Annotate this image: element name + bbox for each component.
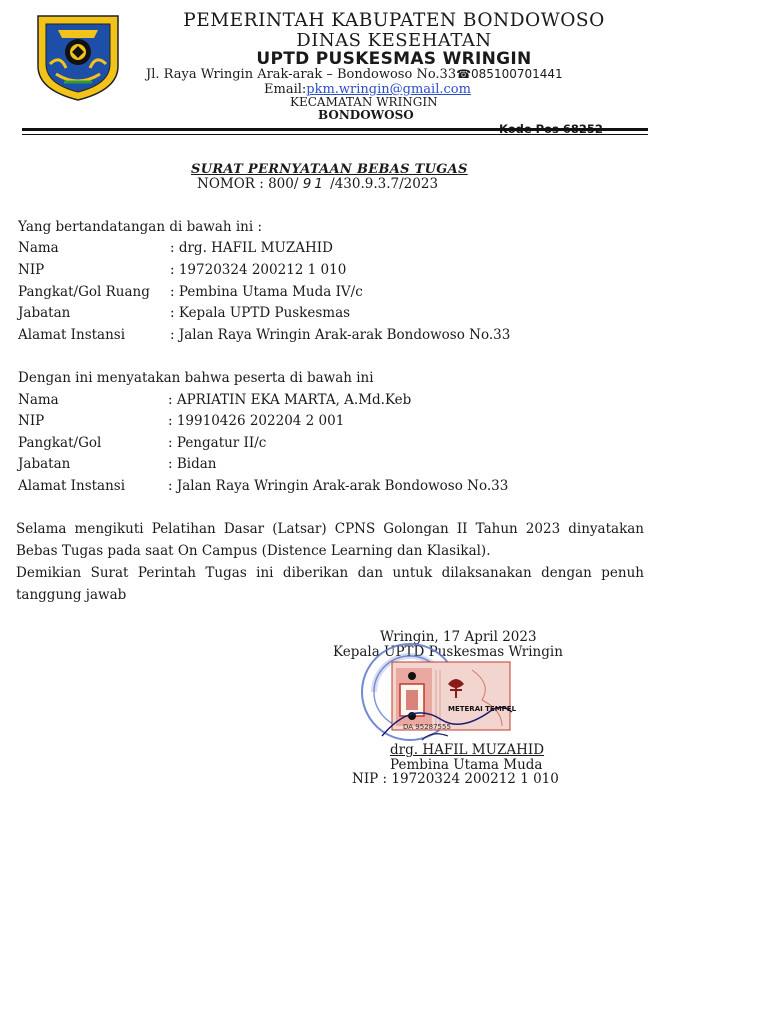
signer-nip-value: : 19720324 200212 1 010: [170, 262, 347, 278]
letterhead-address-line: [146, 67, 563, 82]
signer-nip-label: NIP: [18, 262, 45, 278]
closing-paragraph: Demikian Surat Perintah Tugas ini diberikan dan untuk dilaksanakan dengan penuh tanggung jawab: [16, 565, 644, 603]
participant-nip-label: NIP: [18, 413, 45, 429]
letterhead-divider-thick: [22, 128, 648, 131]
letterhead-phone: ☎085100701441: [456, 67, 563, 81]
signer-name-label: Nama: [18, 240, 59, 256]
signature-name: drg. HAFIL MUZAHID: [390, 742, 545, 758]
signer-rank-value: : Pembina Utama Muda IV/c: [170, 284, 363, 300]
signer-position-label: Jabatan: [18, 305, 71, 321]
participant-nip-value: : 19910426 202204 2 001: [168, 413, 345, 429]
signer-intro: Yang bertandatangan di bawah ini :: [18, 219, 263, 235]
signature-position: Kepala UPTD Puskesmas Wringin: [333, 644, 563, 660]
email-label: Email:: [264, 82, 307, 97]
signature-nip: NIP : 19720324 200212 1 010: [352, 771, 559, 787]
number-prefix: NOMOR : 800/: [197, 176, 299, 192]
signer-rank-label: Pangkat/Gol Ruang: [18, 284, 150, 300]
number-handwritten: 91: [302, 176, 326, 192]
letterhead-department: DINAS KESEHATAN: [296, 30, 492, 51]
signer-address-value: : Jalan Raya Wringin Arak-arak Bondowoso No.33: [170, 327, 511, 343]
participant-address-label: Alamat Instansi: [18, 478, 126, 494]
participant-intro: Dengan ini menyatakan bahwa peserta di bawah ini: [18, 370, 374, 386]
participant-position-label: Jabatan: [18, 456, 71, 472]
meterai-serial: DA 95287555: [403, 723, 451, 731]
official-stamp-with-meterai: [352, 640, 522, 752]
participant-rank-value: : Pengatur II/c: [168, 435, 267, 451]
signer-position-value: : Kepala UPTD Puskesmas: [170, 305, 351, 321]
meterai-label: METERAI TEMPEL: [448, 705, 517, 713]
letterhead-address: Jl. Raya Wringin Arak-arak – Bondowoso No.33: [146, 67, 457, 82]
email-link[interactable]: pkm.wringin@gmail.com: [306, 82, 471, 97]
participant-rank-label: Pangkat/Gol: [18, 435, 102, 451]
letterhead-government: PEMERINTAH KABUPATEN BONDOWOSO: [183, 10, 605, 31]
signer-address-label: Alamat Instansi: [18, 327, 126, 343]
participant-address-value: : Jalan Raya Wringin Arak-arak Bondowoso No.33: [168, 478, 509, 494]
participant-position-value: : Bidan: [168, 456, 217, 472]
letterhead-city: BONDOWOSO: [318, 108, 414, 122]
letterhead-institution: UPTD PUSKESMAS WRINGIN: [256, 49, 532, 69]
number-suffix: /430.9.3.7/2023: [330, 176, 439, 192]
statement-paragraph: Selama mengikuti Pelatihan Dasar (Latsar) CPNS Golongan II Tahun 2023 dinyatakan Bebas Tugas pada saat On Campus (Distence Learning dan Klasikal).: [16, 521, 644, 559]
signature-place-date: Wringin, 17 April 2023: [380, 629, 537, 645]
participant-name-value: : APRIATIN EKA MARTA, A.Md.Keb: [168, 392, 412, 408]
document-title: SURAT PERNYATAAN BEBAS TUGAS: [191, 162, 468, 177]
letterhead-divider-thin: [22, 134, 648, 135]
letterhead-district: KECAMATAN WRINGIN: [290, 95, 438, 109]
document-number: [197, 176, 438, 192]
signer-name-value: : drg. HAFIL MUZAHID: [170, 240, 333, 256]
participant-name-label: Nama: [18, 392, 59, 408]
signature-rank: Pembina Utama Muda: [390, 757, 543, 773]
